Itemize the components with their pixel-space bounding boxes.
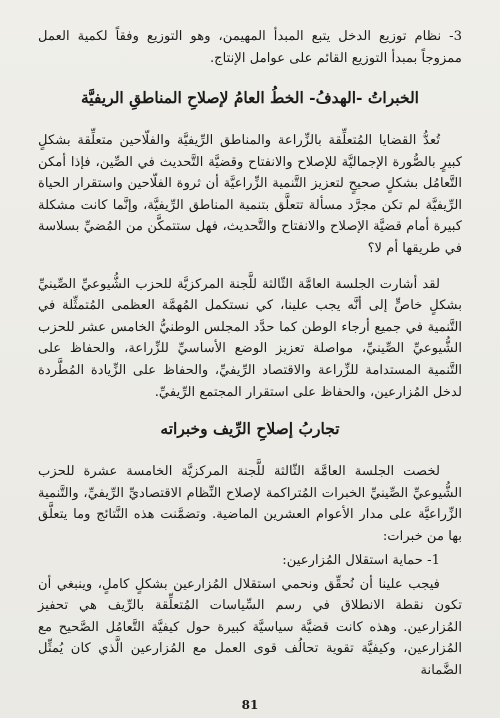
body-paragraph-4: فيجب علينا أن نُحقِّق ونحمي استقلال المُزارعين بشكلٍ كاملٍ، وينبغي أن تكون نقطة الانطلاق في رسم السِّياسات المُتعلِّقة بالرِّيف هي تحفيز المُزارعين. وهذه كانت قضيَّة سياسيَّة كبيرة حول كيفيَّة التَّعامُل الصَّحيح مع المُزارعين، وكيفيَّة تقوية تحالُف قوى العمل مع المُزارعين الَّذي كان يُمثِّل الضَّمانة (38, 576, 462, 678)
body-paragraph-3: لخصت الجلسة العامَّة الثّالثة للَّجنة المركزيَّة الخامسة عشرة للحزب الشُّيوعيِّ الصِّينيِّ الخبرات المُتراكمة لإصلاح النِّظام الاقتصاديِّ الرِّيفيِّ، والتَّنمية الزِّراعيَّة على مدار الأعوام العشرين الماضية. وتضمَّنت هذه النَّتائج وما يتعلَّق بها من خبرات: (38, 464, 462, 544)
intro-paragraph: 3- نظام توزيع الدخل يتبع المبدأ المهيمن، وهو التوزيع وفقاً لكمية العمل ممزوجاً بمبدأ التوزيع القائم على عوامل الإنتاج. (38, 29, 462, 66)
page-number: 81 (241, 698, 259, 712)
section-heading-rural-reform: الخبراتُ -الهدفُ- الخطُ العامُ لإصلاحِ المناطقِ الريفيَّة (81, 88, 419, 107)
body-paragraph-2: لقد أشارت الجلسة العامَّة الثّالثة للَّجنة المركزيَّة للحزب الشُّيوعيِّ الصِّينيِّ بشكلٍ خاصٍّ إلى أنَّه يجب علينا، كي نستكمل المُهمَّة العظمى المُتمثِّلة في التَّنمية في جميع أرجاء الوطن كما حدَّد المجلس الوطنيُّ الخامس عشر للحزب الشُّيوعيِّ الصِّينيِّ، مواصلة تعزيز الوضع الأساسيِّ للزِّراعة، والحفاظ على التَّنمية المستدامة للزِّراعة والاقتصاد الرِّيفيِّ، والحفاظ على الزِّيادة المُطَّردة لدخل المُزارعين، والحفاظ على استقرار المجتمع الرِّيفيِّ. (38, 276, 462, 400)
numbered-subheading: 1- حماية استقلال المُزارعين: (282, 552, 440, 568)
section-heading-rural-experience: تجاربُ إصلاحِ الرِّيف وخبراته (160, 419, 340, 439)
body-paragraph-1: تُعدُّ القضايا المُتعلِّقة بالزِّراعة والمناطق الرِّيفيَّة والفلّاحين متعلِّقة بشكلٍ كبيرٍ بالصُّورة الإجماليَّة للإصلاح والانفتاح وقضيَّة التَّحديث في الصِّين، فإذا أمكن التَّعامُل بشكلٍ صحيحٍ لتعزيز التَّنمية الزِّراعيَّة أن ثروة الفلّاحين واستقرار الحياة الرِّيفيَّة لم تكن مجرَّد مسألة تتعلَّق بتنمية المناطق الرِّيفيَّة، وإنَّما كانت مشكلة كبيرة أمام قضيَّة الإصلاح والانفتاح والتَّحديث، فهل ستتمكَّن من المُضيِّ بسلاسة في طريقها أم لا؟ (38, 133, 462, 256)
